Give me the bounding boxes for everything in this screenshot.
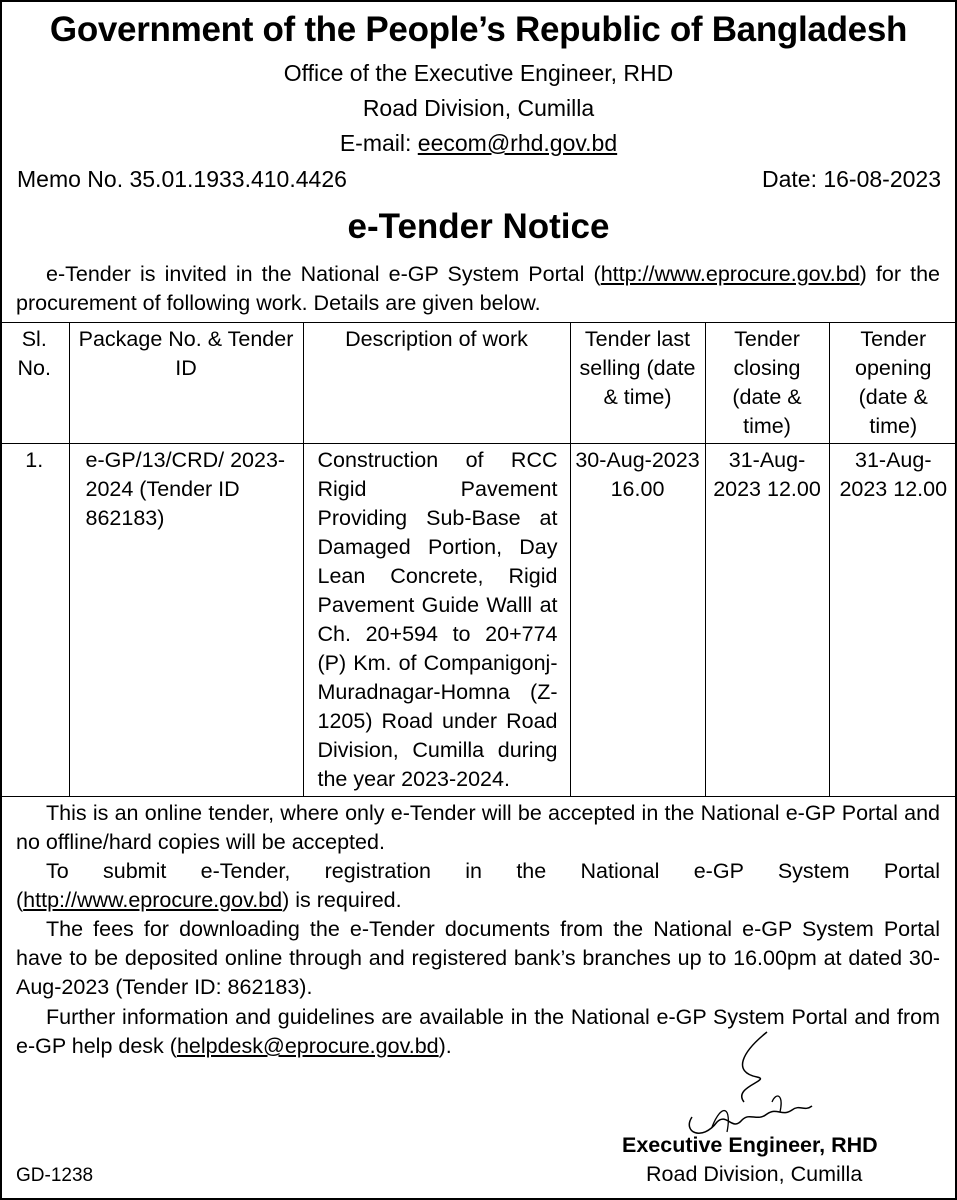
note-online: This is an online tender, where only e-Tender will be accepted in the National e-GP Portal and no offline/hard copies will be accepted. <box>16 801 940 854</box>
col-header-opening: Tender opening (date & time) <box>829 323 957 444</box>
table-row <box>0 444 957 797</box>
intro-paragraph <box>16 260 940 318</box>
gd-number: GD-1238 <box>16 1165 94 1186</box>
email-link[interactable]: eecom@rhd.gov.bd <box>417 130 618 156</box>
registration-link[interactable]: http://www.eprocure.gov.bd <box>23 888 283 912</box>
signature-mark <box>672 1022 822 1147</box>
office-name: Office of the Executive Engineer, RHD <box>283 60 674 86</box>
helpdesk-link[interactable]: helpdesk@eprocure.gov.bd <box>176 1034 439 1058</box>
government-heading: Government of the People’s Republic of Bangladesh <box>49 10 908 49</box>
signatory-title: Executive Engineer, RHD <box>622 1133 878 1157</box>
memo-date: Date: 16-08-2023 <box>761 166 941 192</box>
registration-text-end: ) is required. <box>282 888 402 912</box>
further-text-end: ). <box>438 1034 452 1058</box>
notice-title: e-Tender Notice <box>347 207 610 246</box>
further-text: Further information and guidelines are available in the National e-GP System Portal and from e-GP help desk ( <box>16 1005 940 1058</box>
email-label: E-mail: <box>339 130 418 156</box>
cell-selling: 30-Aug-2023 16.00 <box>570 444 705 797</box>
cell-package: e-GP/13/CRD/ 2023-2024 (Tender ID 862183) <box>69 444 303 797</box>
signatory-division: Road Division, Cumilla <box>646 1162 863 1186</box>
note-registration <box>16 857 940 915</box>
cell-opening: 31-Aug-2023 12.00 <box>829 444 957 797</box>
table-header-row <box>0 323 957 444</box>
cell-closing: 31-Aug-2023 12.00 <box>705 444 829 797</box>
intro-text-end: ) for the procurement of following work. Details are given below. <box>16 262 940 315</box>
cell-sl: 1. <box>0 444 69 797</box>
eprocure-link[interactable]: http://www.eprocure.gov.bd <box>600 262 860 286</box>
registration-text: To submit e-Tender, registration in the National e-GP System Portal ( <box>16 859 940 912</box>
memo-number: Memo No. 35.01.1933.410.4426 <box>17 166 347 192</box>
intro-text: e-Tender is invited in the National e-GP System Portal ( <box>46 262 601 286</box>
col-header-sl: Sl. No. <box>0 323 69 444</box>
col-header-package: Package No. & Tender ID <box>69 323 303 444</box>
col-header-description: Description of work <box>303 323 570 444</box>
col-header-selling: Tender last selling (date & time) <box>570 323 705 444</box>
tender-table <box>0 322 957 797</box>
division-name: Road Division, Cumilla <box>362 95 595 121</box>
note-fees: The fees for downloading the e-Tender documents from the National e-GP System Portal have to be deposited online through and registered bank’s branches up to 16.00pm at dated 30-Aug-2023 (Tender ID: 862183). <box>16 917 940 999</box>
cell-description: Construction of RCC Rigid Pavement Providing Sub-Base at Damaged Portion, Day Lean Concrete, Rigid Pavement Guide Walll at Ch. 20+594 to 20+774 (P) Km. of Companigonj-Muradnagar-Homna (Z-1205) Road under Road Division, Cumilla during the year 2023-2024. <box>303 444 570 797</box>
col-header-closing: Tender closing (date & time) <box>705 323 829 444</box>
email-line <box>0 130 957 157</box>
